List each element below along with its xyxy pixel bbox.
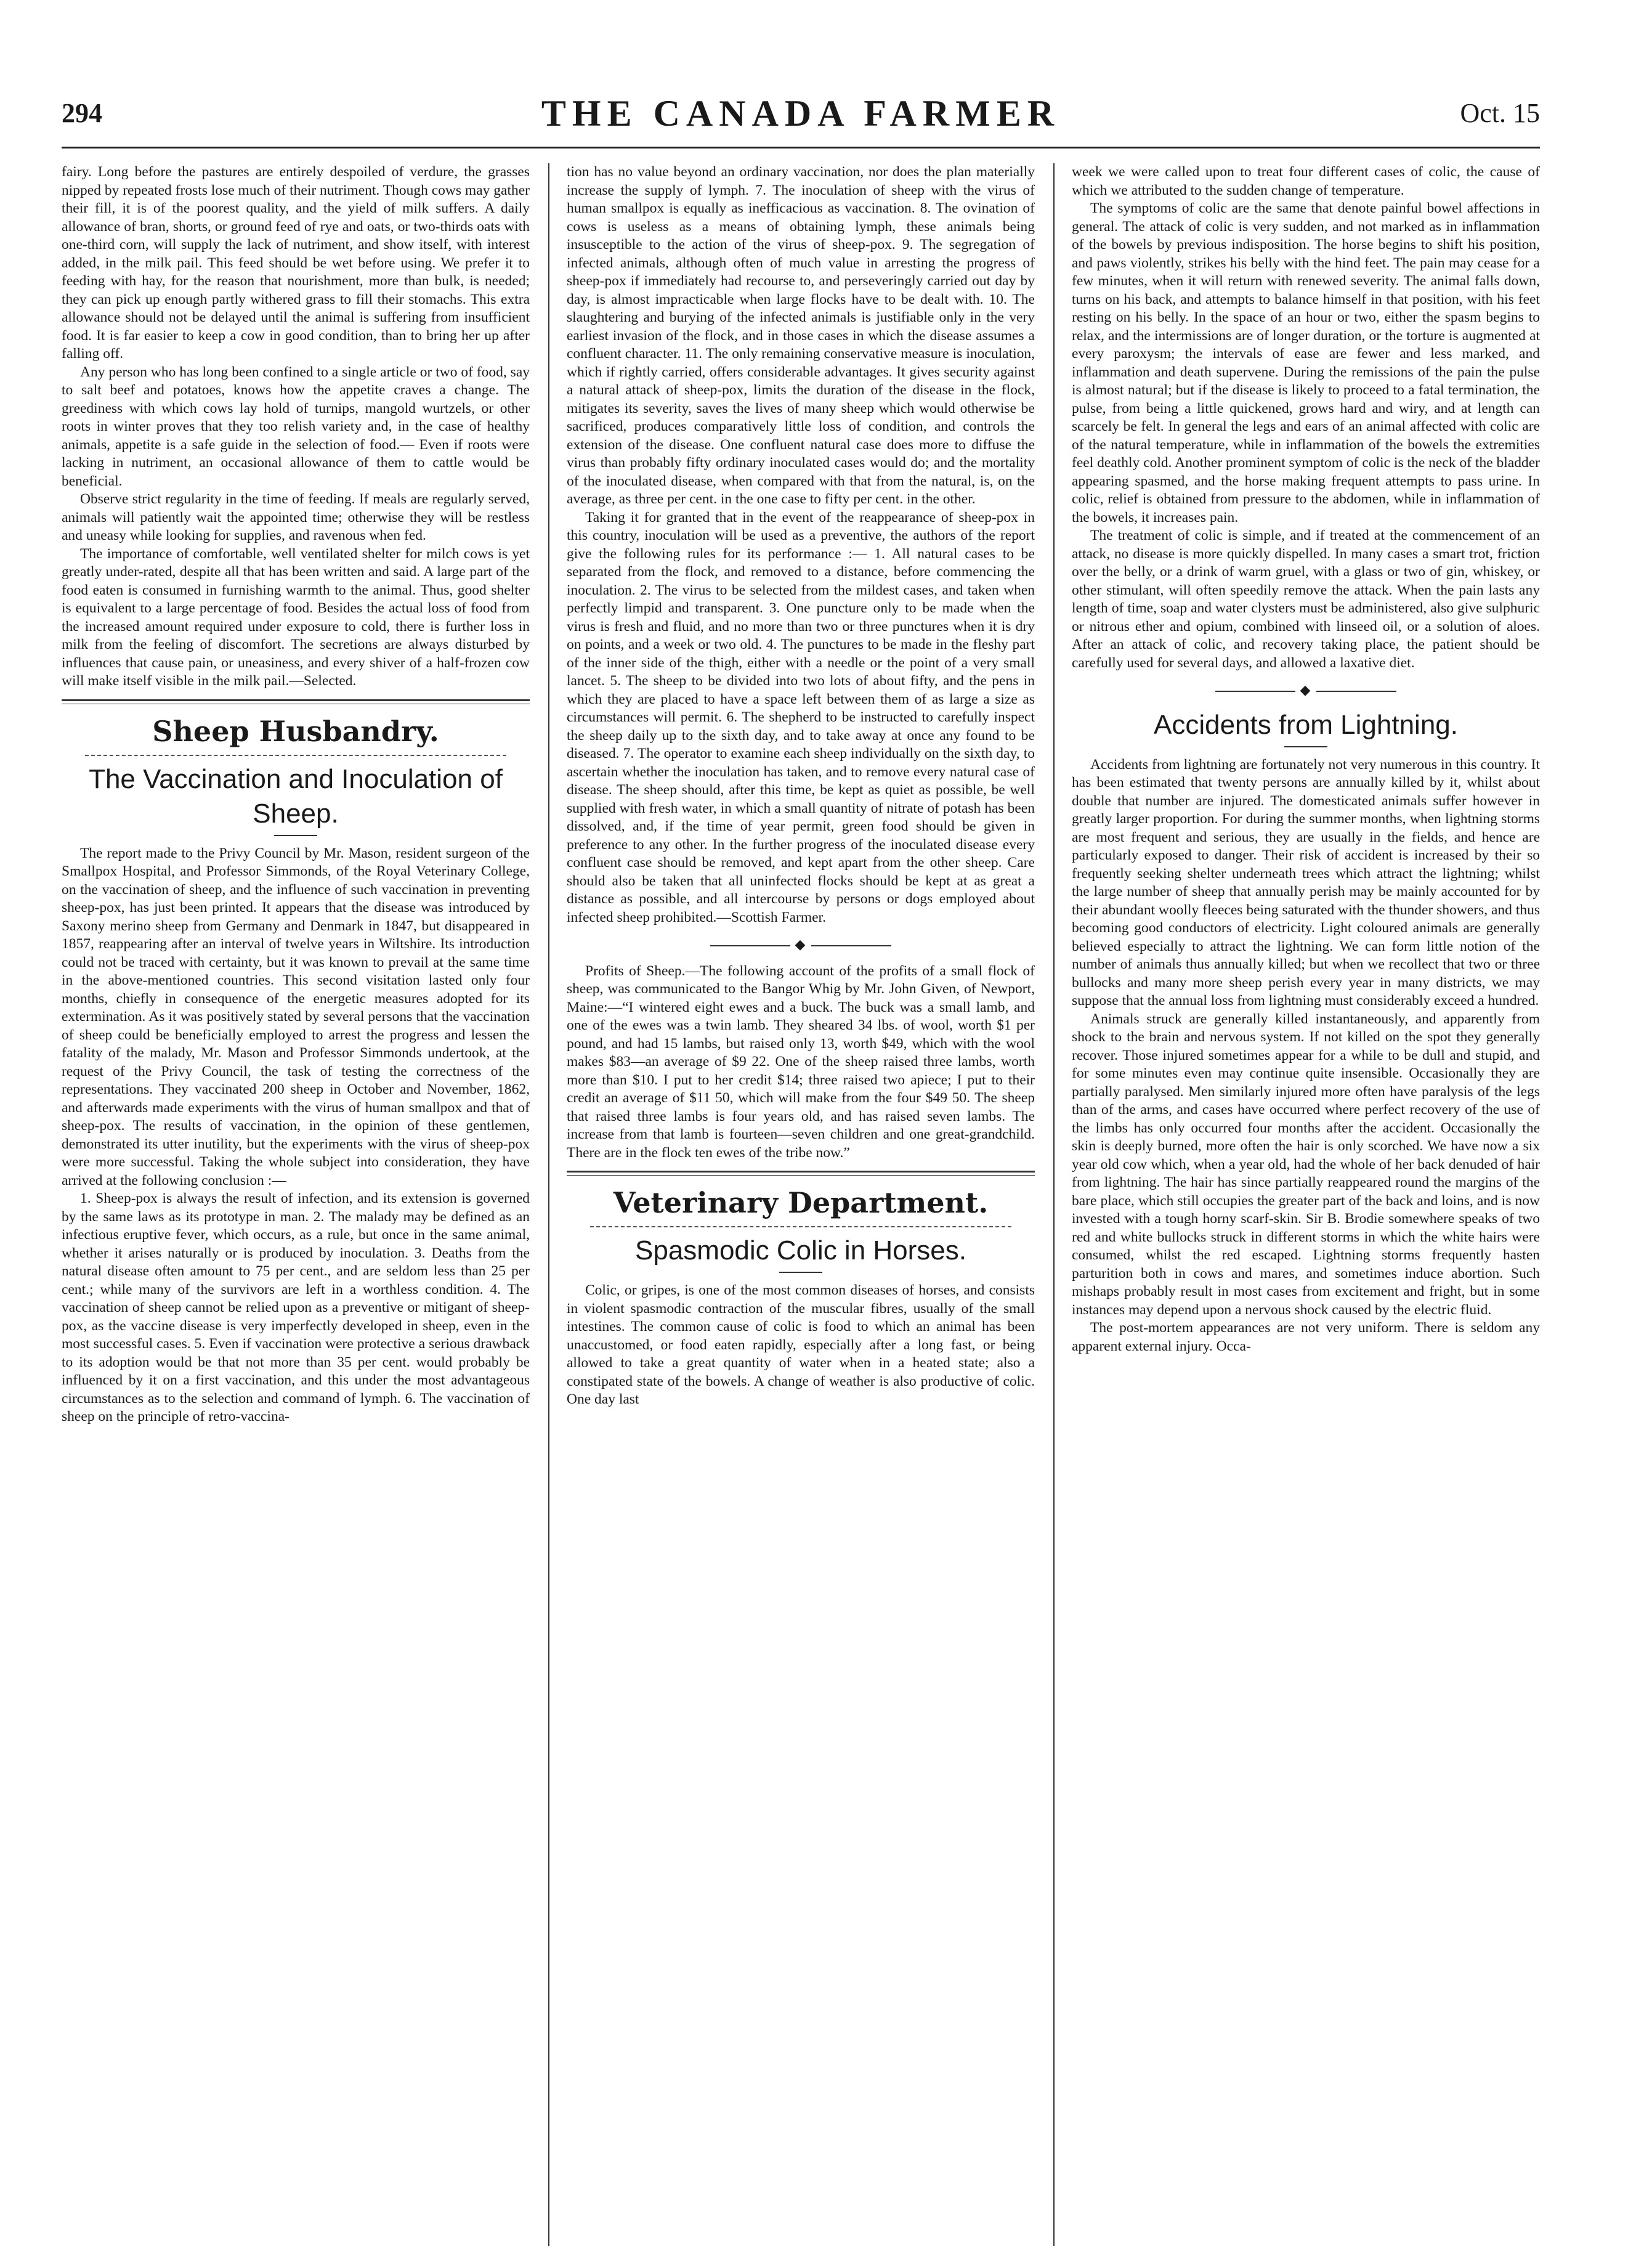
ornament-divider: ◆ — [1072, 681, 1540, 699]
title-rule — [779, 1272, 822, 1273]
column-2 — [567, 163, 1035, 2246]
paragraph: Any person who has long been confined to a single article or two of food, say to salt beef and potatoes, knows how the appetite craves a change. The greediness with which cows lay hold of turnips, mangold wurtzels, or other roots in winter proves that they too relish variety and, in the case of healthy animals, appetite is a safe guide in the selection of food.— Even if roots were lacking in nutriment, an occasional allowance of them to cattle would be beneficial. — [62, 364, 530, 489]
article-title: Accidents from Lightning. — [1153, 709, 1459, 740]
section-rule — [62, 699, 530, 704]
paragraph: Profits of Sheep.—The following account of the profits of a small flock of sheep, was communicated to the Bangor Whig by Mr. John Given, of Newport, Maine:—“I wintered eight ewes and a buck. The buck was a small lamb, and one of the ewes was a twin lamb. They sheared 34 lbs. of wool, worth $1 per pound, and had 15 lambs, but raised only 13, worth $49, which with the wool makes $83—an average of $9 22. One of the sheep raised three lambs, worth more than $10. I put to her credit $14; three raised two apiece; I put to their credit an average of $11 50, which will make from the four $49 50. The sheep that raised three lambs is four years old, and has raised seven lambs. The increase from that lamb is fourteen—seven children and one great-grandchild. There are in the flock ten ewes of the tribe now.” — [567, 962, 1035, 1161]
paragraph: The treatment of colic is simple, and if treated at the commencement of an attack, no disease is more quickly dispelled. In many cases a smart trot, friction over the belly, or a drink of warm gruel, with a glass or two of gin, whiskey, or other stimulant, will often speedily remove the attack. When the pain lasts any length of time, soap and water clysters must be administered, also give sulphuric or nitrous ether and opium, combined with linseed oil, or a solution of aloes. After an attack of colic, and recovery taking place, the patient should be carefully used for several days, and allowed a laxative diet. — [1072, 527, 1540, 671]
column-1 — [62, 163, 530, 2246]
ornament-divider: ◆ — [567, 935, 1035, 954]
column-3 — [1072, 163, 1540, 2246]
paragraph: Taking it for granted that in the event of the reappearance of sheep-pox in this country, inoculation will be used as a preventive, the authors of the report give the following rules for its performance :— 1. All natural cases to be separated from the flock, and removed to a distance, before commencing the inoculation. 2. The virus to be selected from the mildest cases, and taken when perfectly limpid and transparent. 3. One puncture only to be made when the virus is fresh and fluid, and no more than two or three punctures when it is dry on points, and a week or two old. 4. The punctures to be made in the fleshy part of the inner side of the thigh, either with a needle or the point of a very small lancet. 5. The sheep to be divided into two lots of about fifty, and the pens in which they are placed to have a space left between them of as large a size as circumstances will permit. 6. The shepherd to be instructed to carefully inspect the sheep daily up to the sixth day, and to take away at once any found to be diseased. 7. The operator to examine each sheep individually on the sixth day, to ascertain whether the inoculation has taken, and to remove every natural case of disease. The sheep should, after this time, be kept as quiet as possible, be well supplied with fresh water, in which a small quantity of nitrate of potash has been dissolved, and, if the time of year permit, green food should be given in preference to any other. In the further progress of the inoculated disease every confluent case should be removed, and kept apart from the other sheep. Care should also be taken that all uninfected flocks should be kept at as great a distance as possible, and all intercourse by persons or dogs employed about infected sheep prohibited.—Scottish Farmer. — [567, 509, 1035, 925]
title-rule — [274, 835, 317, 836]
article-title: The Vaccination and Inoculation of Sheep. — [89, 763, 503, 829]
department-heading: Sheep Husbandry. — [152, 714, 439, 748]
heading-rule — [590, 1226, 1011, 1227]
paragraph: The post-mortem appearances are not very uniform. There is seldom any apparent external injury. Occa- — [1072, 1320, 1540, 1354]
title-rule — [1284, 746, 1327, 747]
column-divider — [548, 163, 549, 2246]
paragraph: The importance of comfortable, well ventilated shelter for milch cows is yet greatly under-rated, despite all that has been written and said. A large part of the food eaten is consumed in furnishing warmth to the animal. Thus, good shelter is equivalent to a large percentage of food. Besides the actual loss of food from the increased amount required under exposure to cold, there is further loss in milk from the feeling of discomfort. The secretions are always disturbed by influences that cause pain, or uneasiness, and every shiver of a half-frozen cow will make itself visible in the milk pail.—Selected. — [62, 545, 530, 689]
column-divider — [1053, 163, 1055, 2246]
newspaper-page — [62, 92, 1540, 2249]
article-title: Spasmodic Colic in Horses. — [635, 1235, 966, 1266]
masthead — [62, 92, 1540, 136]
header-rule — [62, 147, 1540, 148]
section-rule — [567, 1171, 1035, 1176]
paragraph: 1. Sheep-pox is always the result of infection, and its extension is governed by the same laws as its prototype in man. 2. The malady may be defined as an infectious eruptive fever, which occurs, as a rule, but once in the same animal, whether it arises naturally or is produced by inoculation. 3. Deaths from the natural disease often amount to 75 per cent., and are seldom less than 25 per cent.; while many of the survivors are left in a worthless condition. 4. The vaccination of sheep cannot be relied upon as a preventive or mitigant of sheep-pox, as the vaccine disease is very imperfectly developed in sheep, even in the most successful cases. 5. Even if vaccination were protective a serious drawback to its adoption would be that not more than 35 per cent. would probably be influenced by it on a first vaccination, and this under the most advantageous circumstances as to the selection and command of lymph. 6. The vaccination of sheep on the principle of retro-vaccina- — [62, 1190, 530, 1425]
heading-rule — [85, 755, 506, 756]
department-heading: Veterinary Department. — [613, 1186, 989, 1219]
paragraph: tion has no value beyond an ordinary vaccination, nor does the plan materially increase the supply of lymph. 7. The inoculation of sheep with the virus of human smallpox is equally as inefficacious as vaccination. 8. The ovination of cows is useless as a means of obtaining lymph, these animals being insusceptible to the action of the virus of sheep-pox. 9. The segregation of infected animals, although often of much value in arresting the progress of sheep-pox if immediately had recourse to, and perseveringly carried out day by day, is almost impracticable when large flocks have to be dealt with. 10. The slaughtering and burying of the infected animals is justifiable only in the very earliest invasion of the flock, and in those cases in which the disease assumes a confluent character. 11. The only remaining conservative measure is inoculation, which if rightly carried, offers considerable advantages. It gives security against a natural attack of sheep-pox, limits the duration of the disease in the flock, mitigates its severity, saves the lives of many sheep which would otherwise be sacrificed, produces comparatively little loss of condition, and controls the extension of the disease. One confluent natural case does more to diffuse the virus than probably fifty ordinary inoculated cases would do; and the mortality of the inoculated disease, when compared with that from the natural, is, on the average, as three per cent. in the one case to fifty per cent. in the other. — [567, 164, 1035, 507]
page-number: 294 — [62, 98, 102, 128]
paragraph: Accidents from lightning are fortunately not very numerous in this country. It has been estimated that twenty persons are annually killed by it, whilst about double that number are injured. The domesticated animals suffer however in greatly larger proportion. For during the summer months, when lightning storms are most frequent and serious, they are usually in the fields, and hence are particularly exposed to danger. Their risk of accident is increased by their so frequently seeking shelter underneath trees which attract the lightning; whilst the large number of sheep that annually perish may be mainly accounted for by their abundant woolly fleeces being saturated with the thunder showers, and thus becoming good conductors of electricity. Light coloured animals are generally believed especially to attract the lightning. We can form little notion of the number of animals thus annually killed; but when we recollect that two or three bullocks and many more sheep perish every year in many districts, we may suppose that the annual loss from lightning must considerably exceed a hundred. — [1072, 756, 1540, 1009]
paragraph: Colic, or gripes, is one of the most common diseases of horses, and consists in violent spasmodic contraction of the muscular fibres, usually of the small intestines. The common cause of colic is food to which an animal has been unaccustomed, or food eaten rapidly, especially after a long fast, or being allowed to take a great quantity of water when in a heated state; also a constipated state of the bowels. A change of weather is also productive of colic. One day last — [567, 1282, 1035, 1407]
paragraph: fairy. Long before the pastures are entirely despoiled of verdure, the grasses nipped by repeated frosts lose much of their nutriment. Though cows may gather their fill, it is of the poorest quality, and the yield of milk suffers. A daily allowance of bran, shorts, or ground feed of rye and oats, or two-thirds oats with one-third corn, will supply the lack of nutriment, and show itself, with interest added, in the milk pail. This feed should be wet before using. We prefer it to feeding with hay, for the reason that nourishment, more than bulk, is needed; they can pick up enough partly withered grass to fill their stomachs. This extra allowance should not be delayed until the animal is suffering from insufficient food. It is far easier to keep a cow in good condition, than to bring her up after falling off. — [62, 164, 530, 362]
issue-date: Oct. 15 — [1460, 98, 1540, 128]
paragraph: The report made to the Privy Council by Mr. Mason, resident surgeon of the Smallpox Hospital, and Professor Simmonds, of the Royal Veterinary College, on the vaccination of sheep, and the influence of such vaccination in preventing sheep-pox, has just been printed. It appears that the disease was introduced by Saxony merino sheep from Germany and Denmark in 1847, but disappeared in 1857, reappearing after an interval of twelve years in Wiltshire. Its introduction could not be traced with certainty, but it was known to prevail at the same time in the above-mentioned countries. This second visitation lasted only four months, chiefly in consequence of the energetic measures adopted for its extermination. As it was positively stated by several persons that the vaccination of sheep could be beneficially employed to arrest the progress and lessen the fatality of the malady, Mr. Mason and Professor Simmonds undertook, at the request of the Privy Council, the task of testing the correctness of the representations. They vaccinated 200 sheep in October and November, 1862, and afterwards made experiments with the virus of human smallpox and that of sheep-pox. The results of vaccination, in the opinion of these gentlemen, demonstrated its utter inutility, but the experiments with the virus of sheep-pox were more successful. Taking the whole subject into consideration, they have arrived at the following conclusion :— — [62, 845, 530, 1189]
publication-title: THE CANADA FARMER — [541, 93, 1061, 134]
paragraph: Observe strict regularity in the time of feeding. If meals are regularly served, animals will patiently wait the appointed time; otherwise they will be restless and uneasy while looking for supplies, and ravenous when fed. — [62, 491, 530, 543]
paragraph: Animals struck are generally killed instantaneously, and apparently from shock to the brain and nervous system. If not killed on the spot they generally recover. Those injured sometimes appear for a while to be dull and stupid, and for some minutes even may continue quite insensible. Occasionally they are partially paralysed. Men similarly injured more often have paralysis of the legs than of the arms, and cases have occurred where perfect recovery of the use of the limbs has only occurred four months after the accident. Occasionally the skin is deeply burned, more often the hair is only scorched. We have now a six year old cow which, when a year old, had the whole of her back denuded of hair from lightning. The hair has since partially reappeared round the margins of the bare place, which still occupies the greater part of the back and loins, and is now invested with a tough horny scarf-skin. Sir B. Brodie somewhere speaks of two red and white bullocks struck in different storms in which the white hairs were consumed, whilst the red escaped. Lightning storms frequently hasten parturition both in cows and mares, and sometimes induce abortion. Such mishaps probably result in most cases from excitement and fright, but in some instances may depend upon a nervous shock caused by the electric fluid. — [1072, 1010, 1540, 1318]
paragraph: The symptoms of colic are the same that denote painful bowel affections in general. The attack of colic is very sudden, and not marked as in inflammation of the bowels by previous indisposition. The horse begins to shift his position, and paws violently, strikes his belly with the hind feet. The pain may cease for a few minutes, when it will return with renewed severity. The animal falls down, turns on his back, and attempts to balance himself in that position, with his feet resting on his belly. In the space of an hour or two, either the spasm begins to relax, and the intermissions are of longer duration, or the torture is augmented at every paroxysm; the intervals of ease are fewer and less marked, and inflammation and death supervene. During the remissions of the pain the pulse is almost natural; but if the disease is likely to proceed to a fatal termination, the pulse, from being a little quickened, grows hard and wiry, and at length can scarcely be felt. In general the legs and ears of an animal affected with colic are of the natural temperature, while in inflammation of the bowels the extremities feel deathly cold. Another prominent symptom of colic is the neck of the bladder appearing spasmed, and the horse making frequent attempts to pass urine. In colic, relief is obtained from pressure to the abdomen, while in inflammation of the bowels, it increases pain. — [1072, 200, 1540, 526]
paragraph: week we were called upon to treat four different cases of colic, the cause of which we attributed to the sudden change of temperature. — [1072, 164, 1540, 198]
